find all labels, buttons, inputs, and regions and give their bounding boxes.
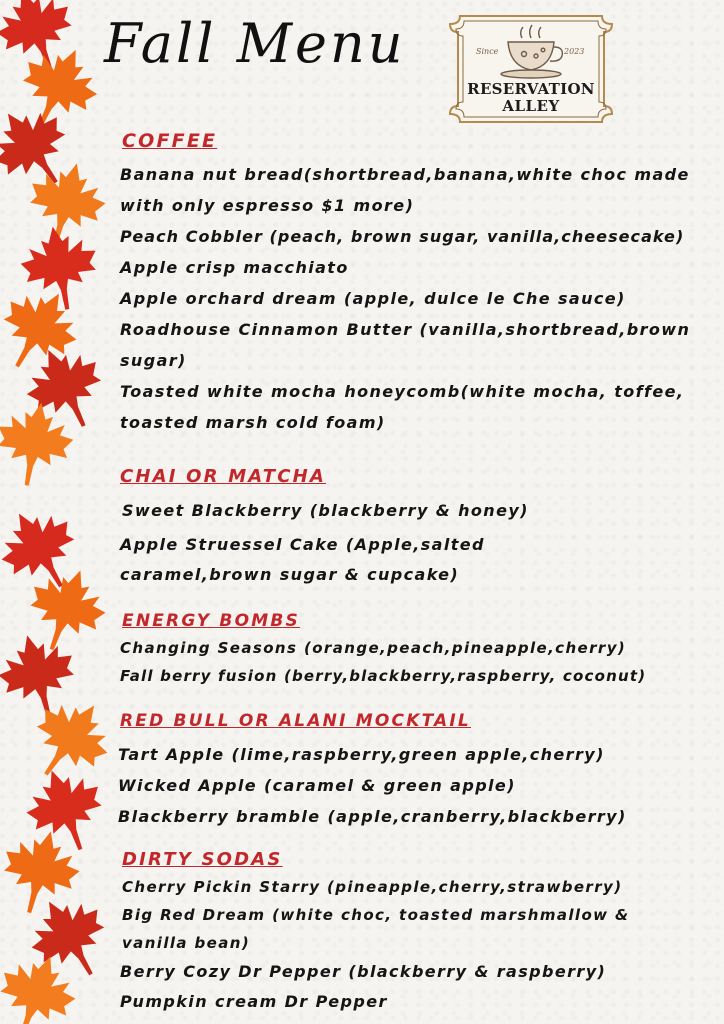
maple-leaf-icon [16, 758, 110, 863]
logo-year-label: 2023 [564, 47, 585, 56]
reservation-alley-logo [446, 14, 616, 124]
menu-item-line: Tart Apple (lime,raspberry,green apple,cherry) [118, 745, 605, 764]
menu-item-line: Apple crisp macchiato [120, 258, 349, 277]
menu-item-line: Sweet Blackberry (blackberry & honey) [122, 501, 529, 520]
menu-item-line: Apple Struessel Cake (Apple,salted [120, 535, 485, 554]
logo-name-line2: ALLEY [502, 97, 560, 115]
menu-item-line: Cherry Pickin Starry (pineapple,cherry,strawberry) [122, 878, 623, 896]
menu-item-line: Roadhouse Cinnamon Butter (vanilla,shortbread,brown [120, 320, 691, 339]
menu-item-line: Banana nut bread(shortbread,banana,white choc made [120, 165, 690, 184]
menu-item-line: Pumpkin cream Dr Pepper [120, 992, 388, 1011]
menu-item-line: Berry Cozy Dr Pepper (blackberry & raspberry) [120, 962, 607, 981]
logo-since-label: Since [476, 47, 499, 56]
menu-item-line: Fall berry fusion (berry,blackberry,raspberry, coconut) [120, 667, 647, 685]
menu-item-line: Peach Cobbler (peach, brown sugar, vanilla,cheesecake) [120, 227, 685, 246]
menu-item-line: vanilla bean) [122, 934, 251, 952]
menu-item-line: Big Red Dream (white choc, toasted marshmallow & [122, 906, 630, 924]
section-heading-red-bull-mocktail: RED BULL OR ALANI MOCKTAIL [120, 711, 471, 731]
menu-item-line: sugar) [120, 351, 187, 370]
maple-leaf-icon [0, 396, 79, 492]
section-heading-coffee: COFFEE [122, 130, 218, 152]
maple-leaf-border [0, 0, 110, 1024]
maple-leaf-icon [0, 944, 86, 1024]
maple-leaf-icon [0, 626, 86, 727]
section-heading-dirty-sodas: DIRTY SODAS [122, 849, 283, 870]
section-heading-chai-matcha: CHAI OR MATCHA [120, 466, 327, 487]
menu-item-line: Wicked Apple (caramel & green apple) [118, 776, 516, 795]
menu-item-line: with only espresso $1 more) [120, 196, 415, 215]
menu-item-line: caramel,brown sugar & cupcake) [120, 565, 460, 584]
logo-name-line1: RESERVATION [467, 80, 595, 98]
section-heading-energy-bombs: ENERGY BOMBS [122, 611, 300, 631]
maple-leaf-icon [18, 154, 110, 255]
menu-item-line: toasted marsh cold foam) [120, 413, 386, 432]
menu-item-line: Toasted white mocha honeycomb(white mocha, toffee, [120, 382, 685, 401]
menu-item-line: Changing Seasons (orange,peach,pineapple,cherry) [120, 639, 627, 657]
page-title: Fall Menu [104, 12, 406, 75]
menu-item-line: Apple orchard dream (apple, dulce le Che sauce) [120, 289, 626, 308]
menu-item-line: Blackberry bramble (apple,cranberry,blackberry) [118, 807, 627, 826]
maple-leaf-icon [15, 684, 110, 796]
